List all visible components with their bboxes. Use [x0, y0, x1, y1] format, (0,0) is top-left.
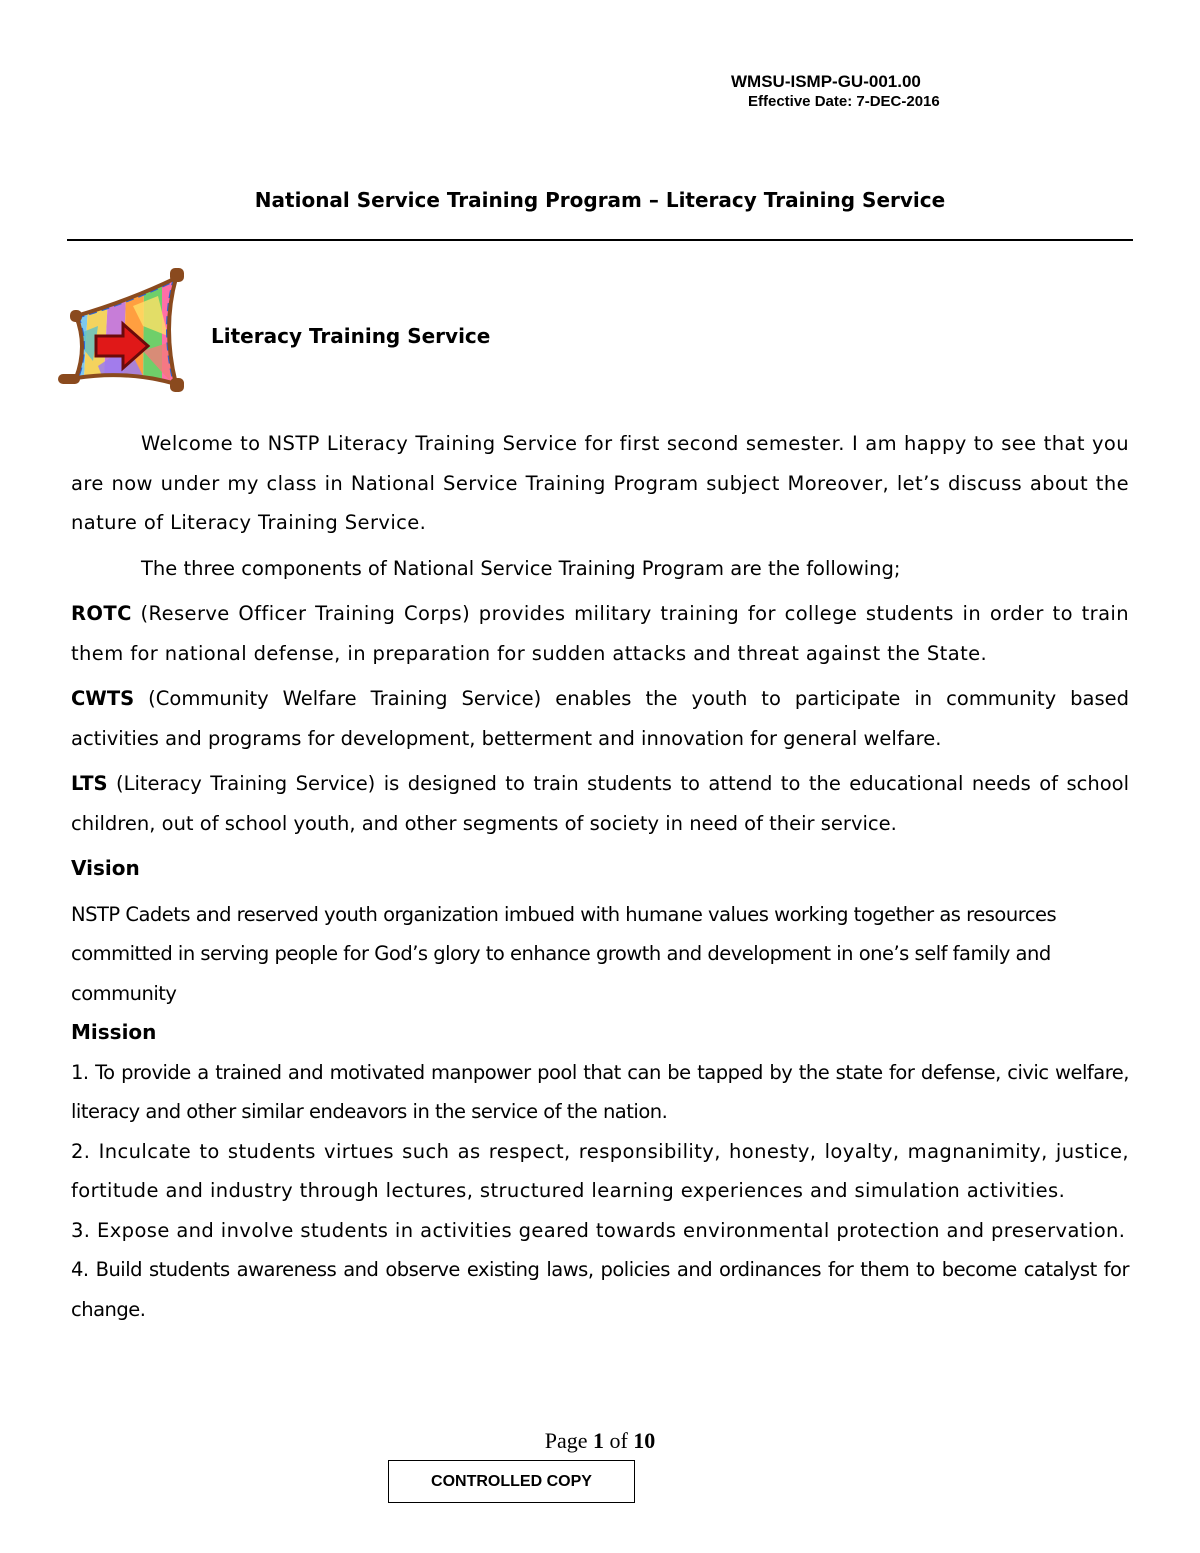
component-abbr: LTS [71, 772, 108, 795]
component-cwts [71, 679, 1129, 758]
section-title: Literacy Training Service [211, 324, 491, 348]
mission-item: 2. Inculcate to students virtues such as respect, responsibility, honesty, loyalty, magnanimity, justice, fortitude and industry through lectures, structured learning experiences and simulation activities. [71, 1139, 1129, 1202]
mission-list [71, 1053, 1129, 1330]
component-lts [71, 764, 1129, 843]
page-current: 1 [592, 1428, 604, 1453]
component-desc: (Reserve Officer Training Corps) provides military training for college students in order to train them for national defense, in preparation for sudden attacks and threat against the State. [71, 602, 1129, 665]
document-title: National Service Training Program – Literacy Training Service [254, 188, 946, 212]
component-abbr: CWTS [71, 687, 135, 710]
document-code: WMSU-ISMP-GU-001.00 [731, 72, 921, 91]
mission-item: 4. Build students awareness and observe existing laws, policies and ordinances for them to become catalyst for change. [71, 1258, 1129, 1321]
component-rotc [71, 594, 1129, 673]
component-desc: (Community Welfare Training Service) enables the youth to participate in community based activities and programs for development, betterment and innovation for general welfare. [71, 687, 1129, 750]
vision-text: NSTP Cadets and reserved youth organization imbued with humane values working together as resources committed in serving people for God’s glory to enhance growth and development in one’s self family and community [71, 902, 1057, 1005]
page-total: 10 [633, 1428, 656, 1453]
effective-date: Effective Date: 7-DEC-2016 [748, 93, 940, 110]
mission-heading: Mission [71, 1020, 157, 1044]
scroll-arrow-icon [58, 266, 188, 396]
page-number [0, 1428, 1200, 1454]
vision-heading: Vision [71, 856, 140, 880]
mission-item: 1. To provide a trained and motivated manpower pool that can be tapped by the state for defense, civic welfare, literacy and other similar endeavors in the service of the nation. [71, 1060, 1129, 1123]
mission-item: 3. Expose and involve students in activities geared towards environmental protection and preservation. [71, 1218, 1126, 1242]
component-abbr: ROTC [71, 602, 132, 625]
title-divider [67, 239, 1133, 241]
component-desc: (Literacy Training Service) is designed to train students to attend to the educational needs of school children, out of school youth, and other segments of society in need of their service. [71, 772, 1129, 835]
page-word: Page [544, 1428, 588, 1453]
document-body [71, 424, 1129, 1329]
page-of: of [609, 1428, 628, 1453]
controlled-copy-stamp: CONTROLLED COPY [388, 1460, 635, 1503]
welcome-paragraph: Welcome to NSTP Literacy Training Service for first second semester. I am happy to see that you are now under my class in National Service Training Program subject Moreover, let’s discuss about the nature of Literacy Training Service. [71, 432, 1129, 534]
components-intro: The three components of National Service Training Program are the following; [141, 556, 901, 580]
